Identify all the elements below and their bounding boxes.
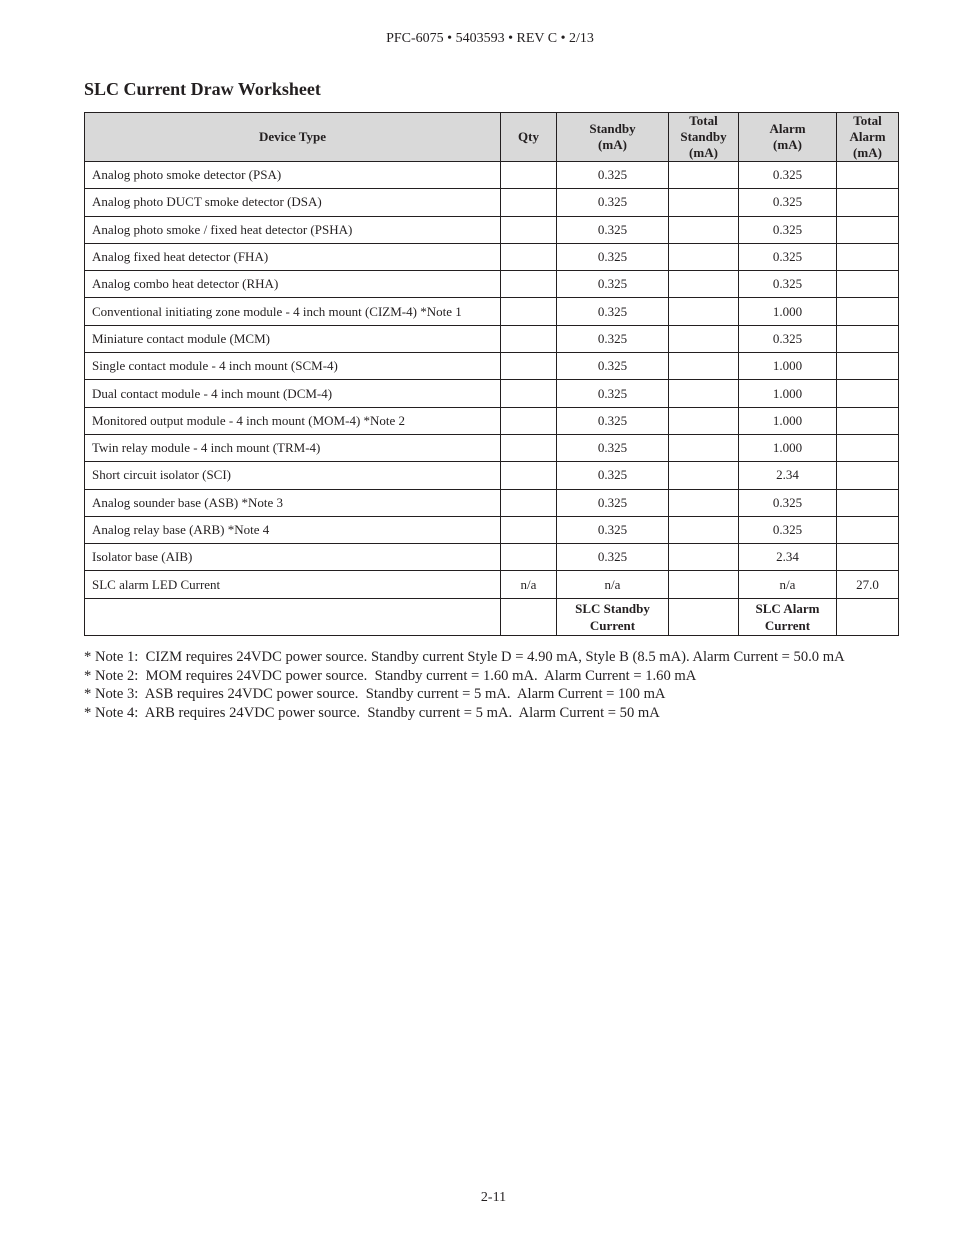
- summary-standby-cell: SLC Standby Current: [557, 598, 669, 635]
- header-alarm: Alarm (mA): [739, 113, 837, 162]
- device-type-cell: Analog photo smoke / fixed heat detector (PSHA): [85, 216, 501, 243]
- qty-cell[interactable]: [501, 353, 557, 380]
- alarm-cell: 0.325: [739, 516, 837, 543]
- qty-cell[interactable]: [501, 434, 557, 461]
- table-row: [85, 380, 899, 407]
- device-type-cell: Short circuit isolator (SCI): [85, 462, 501, 489]
- qty-cell[interactable]: [501, 298, 557, 325]
- qty-cell[interactable]: [501, 243, 557, 270]
- note-line: * Note 3: ASB requires 24VDC power source. Standby current = 5 mA. Alarm Current = 100 mA: [84, 686, 666, 702]
- table-row: [85, 216, 899, 243]
- total-standby-cell[interactable]: [669, 434, 739, 461]
- device-type-cell: Monitored output module - 4 inch mount (MOM-4) *Note 2: [85, 407, 501, 434]
- device-type-cell: SLC alarm LED Current: [85, 571, 501, 598]
- header-total-standby: Total Standby (mA): [669, 113, 739, 162]
- total-alarm-cell[interactable]: [837, 516, 899, 543]
- device-type-cell: Miniature contact module (MCM): [85, 325, 501, 352]
- total-standby-cell[interactable]: [669, 216, 739, 243]
- summary-total-standby-cell[interactable]: [669, 598, 739, 635]
- summary-qty-cell: [501, 598, 557, 635]
- table-row: [85, 462, 899, 489]
- table-row: [85, 298, 899, 325]
- alarm-cell: 0.325: [739, 216, 837, 243]
- qty-cell[interactable]: [501, 516, 557, 543]
- alarm-cell: 1.000: [739, 353, 837, 380]
- qty-cell[interactable]: n/a: [501, 571, 557, 598]
- standby-cell: 0.325: [557, 407, 669, 434]
- section-title: SLC Current Draw Worksheet: [84, 79, 321, 99]
- page-number: 2-11: [480, 1190, 507, 1205]
- standby-cell: 0.325: [557, 516, 669, 543]
- qty-cell[interactable]: [501, 462, 557, 489]
- table-row: [85, 489, 899, 516]
- summary-device-cell: [85, 598, 501, 635]
- summary-alarm-cell: SLC Alarm Current: [739, 598, 837, 635]
- total-alarm-cell[interactable]: [837, 380, 899, 407]
- alarm-cell: 1.000: [739, 380, 837, 407]
- total-alarm-cell[interactable]: [837, 298, 899, 325]
- standby-cell: 0.325: [557, 216, 669, 243]
- qty-cell[interactable]: [501, 407, 557, 434]
- total-standby-cell[interactable]: [669, 544, 739, 571]
- alarm-cell: 2.34: [739, 462, 837, 489]
- qty-cell[interactable]: [501, 271, 557, 298]
- header-qty: Qty: [501, 113, 557, 162]
- standby-cell: 0.325: [557, 243, 669, 270]
- device-type-cell: Analog photo smoke detector (PSA): [85, 162, 501, 189]
- header-total-alarm: Total Alarm (mA): [837, 113, 899, 162]
- alarm-cell: 0.325: [739, 325, 837, 352]
- qty-cell[interactable]: [501, 216, 557, 243]
- total-alarm-cell[interactable]: [837, 407, 899, 434]
- device-type-cell: Analog fixed heat detector (FHA): [85, 243, 501, 270]
- device-type-cell: Analog photo DUCT smoke detector (DSA): [85, 189, 501, 216]
- standby-cell: 0.325: [557, 325, 669, 352]
- standby-cell: 0.325: [557, 544, 669, 571]
- total-alarm-cell[interactable]: [837, 216, 899, 243]
- total-standby-cell[interactable]: [669, 353, 739, 380]
- table-row: [85, 571, 899, 598]
- total-standby-cell[interactable]: [669, 162, 739, 189]
- device-type-cell: Single contact module - 4 inch mount (SCM-4): [85, 353, 501, 380]
- alarm-cell: 0.325: [739, 243, 837, 270]
- alarm-cell: 1.000: [739, 407, 837, 434]
- total-standby-cell[interactable]: [669, 243, 739, 270]
- table-row: [85, 544, 899, 571]
- total-alarm-cell[interactable]: 27.0: [837, 571, 899, 598]
- standby-cell: 0.325: [557, 380, 669, 407]
- standby-cell: n/a: [557, 571, 669, 598]
- total-alarm-cell[interactable]: [837, 162, 899, 189]
- total-alarm-cell[interactable]: [837, 325, 899, 352]
- total-alarm-cell[interactable]: [837, 462, 899, 489]
- total-standby-cell[interactable]: [669, 516, 739, 543]
- running-header: PFC-6075 • 5403593 • REV C • 2/13: [386, 31, 594, 46]
- header-device-type: Device Type: [85, 113, 501, 162]
- standby-cell: 0.325: [557, 189, 669, 216]
- total-alarm-cell[interactable]: [837, 243, 899, 270]
- alarm-cell: 1.000: [739, 434, 837, 461]
- total-standby-cell[interactable]: [669, 325, 739, 352]
- device-type-cell: Conventional initiating zone module - 4 inch mount (CIZM-4) *Note 1: [85, 298, 501, 325]
- alarm-cell: n/a: [739, 571, 837, 598]
- table-header-row: [85, 113, 899, 162]
- slc-current-draw-table: [84, 112, 899, 636]
- standby-cell: 0.325: [557, 489, 669, 516]
- device-type-cell: Analog combo heat detector (RHA): [85, 271, 501, 298]
- table-row: [85, 162, 899, 189]
- total-standby-cell[interactable]: [669, 380, 739, 407]
- device-type-cell: Dual contact module - 4 inch mount (DCM-4): [85, 380, 501, 407]
- table-summary-row: [85, 598, 899, 635]
- summary-total-alarm-cell[interactable]: [837, 598, 899, 635]
- total-standby-cell[interactable]: [669, 189, 739, 216]
- total-standby-cell[interactable]: [669, 298, 739, 325]
- alarm-cell: 2.34: [739, 544, 837, 571]
- device-type-cell: Isolator base (AIB): [85, 544, 501, 571]
- standby-cell: 0.325: [557, 353, 669, 380]
- qty-cell[interactable]: [501, 380, 557, 407]
- standby-cell: 0.325: [557, 434, 669, 461]
- table-row: [85, 434, 899, 461]
- alarm-cell: 0.325: [739, 162, 837, 189]
- total-alarm-cell[interactable]: [837, 544, 899, 571]
- alarm-cell: 0.325: [739, 271, 837, 298]
- note-line: * Note 2: MOM requires 24VDC power source. Standby current = 1.60 mA. Alarm Current = 1.60 mA: [84, 667, 697, 684]
- device-type-cell: Twin relay module - 4 inch mount (TRM-4): [85, 434, 501, 461]
- table-row: [85, 325, 899, 352]
- total-alarm-cell[interactable]: [837, 353, 899, 380]
- note-line: * Note 1: CIZM requires 24VDC power source. Standby current Style D = 4.90 mA, Style B (8.5 mA). Alarm Current = 50.0 mA: [84, 649, 845, 665]
- table-row: [85, 353, 899, 380]
- table-row: [85, 243, 899, 270]
- total-standby-cell[interactable]: [669, 571, 739, 598]
- table-row: [85, 189, 899, 216]
- qty-cell[interactable]: [501, 162, 557, 189]
- qty-cell[interactable]: [501, 325, 557, 352]
- total-alarm-cell[interactable]: [837, 271, 899, 298]
- table-row: [85, 407, 899, 434]
- standby-cell: 0.325: [557, 298, 669, 325]
- table-row: [85, 271, 899, 298]
- device-type-cell: Analog relay base (ARB) *Note 4: [85, 516, 501, 543]
- header-standby: Standby (mA): [557, 113, 669, 162]
- alarm-cell: 1.000: [739, 298, 837, 325]
- table-row: [85, 516, 899, 543]
- qty-cell[interactable]: [501, 189, 557, 216]
- total-alarm-cell[interactable]: [837, 189, 899, 216]
- total-standby-cell[interactable]: [669, 271, 739, 298]
- qty-cell[interactable]: [501, 489, 557, 516]
- note-line: * Note 4: ARB requires 24VDC power source. Standby current = 5 mA. Alarm Current = 50 mA: [84, 704, 660, 721]
- standby-cell: 0.325: [557, 162, 669, 189]
- standby-cell: 0.325: [557, 271, 669, 298]
- notes-block: [84, 648, 845, 722]
- device-type-cell: Analog sounder base (ASB) *Note 3: [85, 489, 501, 516]
- total-standby-cell[interactable]: [669, 462, 739, 489]
- alarm-cell: 0.325: [739, 189, 837, 216]
- total-standby-cell[interactable]: [669, 489, 739, 516]
- total-alarm-cell[interactable]: [837, 489, 899, 516]
- alarm-cell: 0.325: [739, 489, 837, 516]
- total-standby-cell[interactable]: [669, 407, 739, 434]
- standby-cell: 0.325: [557, 462, 669, 489]
- total-alarm-cell[interactable]: [837, 434, 899, 461]
- qty-cell[interactable]: [501, 544, 557, 571]
